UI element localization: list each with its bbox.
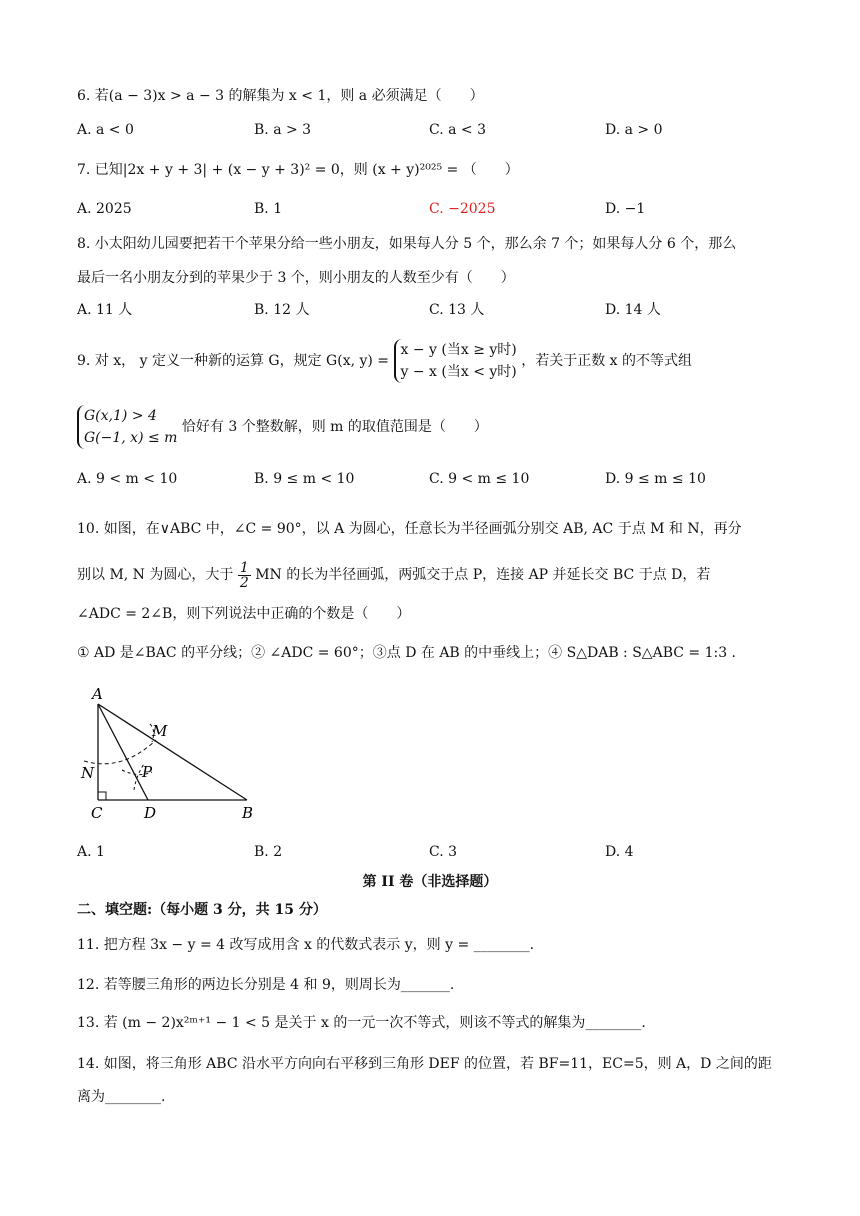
label-d: D: [144, 804, 157, 822]
q9-stem-prefix: 9. 对 x， y 定义一种新的运算 G，规定 G(x, y) =: [77, 353, 390, 369]
q9-inequality-system: [77, 405, 177, 449]
q9-sys2: G(−1, x) ≤ m: [84, 430, 178, 446]
q6-option-a: A. a < 0: [77, 122, 134, 138]
label-b: B: [242, 804, 254, 822]
q10-line2-suffix: MN 的长为半径画弧，两弧交于点 P，连接 AP 并延长交 BC 于点 D，若: [255, 567, 711, 583]
q10-stem-line2: [77, 558, 710, 592]
q9-option-a: A. 9 < m < 10: [77, 471, 178, 487]
q6-options: [77, 119, 797, 141]
q10-option-d: D. 4: [605, 844, 634, 860]
q10-line2-prefix: 别以 M, N 为圆心，大于: [77, 567, 234, 583]
q10-fraction-numerator: 1: [239, 559, 249, 576]
q12-stem: 12. 若等腰三角形的两边长分别是 4 和 9，则周长为_______.: [77, 977, 455, 993]
q9-sys1: G(x,1) > 4: [84, 408, 157, 424]
q10-triangle-figure: [72, 684, 272, 826]
q13-stem: 13. 若 (m − 2)x²ᵐ⁺¹ − 1 < 5 是关于 x 的一元一次不等式，则该不等式的解集为________.: [77, 1015, 646, 1031]
q7-option-d: D. −1: [605, 201, 646, 217]
label-m: M: [152, 722, 168, 740]
q7-stem: 7. 已知|2x + y + 3| + (x − y + 3)² = 0，则 (x + y)²⁰²⁵ = （ ）: [77, 162, 519, 178]
q10-stem-line3: ∠ADC = 2∠B，则下列说法中正确的个数是（ ）: [77, 606, 411, 622]
q8-option-d: D. 14 人: [605, 302, 661, 318]
q8-stem-line2: 最后一名小朋友分到的苹果少于 3 个，则小朋友的人数至少有（ ）: [77, 270, 515, 286]
q9-stem: [77, 337, 692, 385]
label-p: P: [142, 763, 153, 781]
side-ab: [98, 704, 247, 800]
q9-option-d: D. 9 ≤ m ≤ 10: [605, 471, 706, 487]
q9-system-line: [77, 403, 488, 451]
q10-fraction-denominator: 2: [239, 574, 249, 591]
arc-from-a: [84, 740, 156, 764]
q9-case2: y − x (当x < y时): [400, 364, 517, 380]
q10-option-c: C. 3: [429, 844, 458, 860]
q14-stem-line1: 14. 如图，将三角形 ABC 沿水平方向向右平移到三角形 DEF 的位置，若 BF=11，EC=5，则 A，D 之间的距: [77, 1056, 772, 1072]
right-angle-mark: [98, 792, 106, 800]
q10-option-a: A. 1: [77, 844, 105, 860]
q9-option-c: C. 9 < m ≤ 10: [429, 471, 530, 487]
q9-case1: x − y (当x ≥ y时): [400, 342, 517, 358]
label-c: C: [91, 804, 103, 822]
q9-stem-suffix: ，若关于正数 x 的不等式组: [521, 353, 692, 369]
q8-option-b: B. 12 人: [254, 302, 310, 318]
q10-fraction: [238, 561, 251, 590]
q8-options: [77, 299, 797, 321]
q8-stem-line1: 8. 小太阳幼儿园要把若干个苹果分给一些小朋友，如果每人分 5 个，那么余 7 个；如果每人分 6 个，那么: [77, 236, 737, 252]
q10-options: [77, 841, 797, 863]
q8-option-c: C. 13 人: [429, 302, 485, 318]
q9-piecewise-definition: [394, 339, 517, 383]
q6-option-b: B. a > 3: [254, 122, 312, 138]
section-title: 第 II 卷（非选择题）: [362, 874, 498, 890]
q6-option-d: D. a > 0: [605, 122, 663, 138]
q10-option-b: B. 2: [254, 844, 283, 860]
q7-option-c-highlighted: C. −2025: [429, 201, 496, 217]
fill-in-header: 二、填空题:（每小题 3 分，共 15 分）: [77, 902, 327, 918]
q6-option-c: C. a < 3: [429, 122, 486, 138]
q7-options: [77, 198, 797, 220]
q9-stem-line2: 恰好有 3 个整数解，则 m 的取值范围是（ ）: [181, 419, 488, 435]
q7-option-a: A. 2025: [77, 201, 132, 217]
q8-option-a: A. 11 人: [77, 302, 133, 318]
label-n: N: [81, 764, 95, 782]
q11-stem: 11. 把方程 3x − y = 4 改写成用含 x 的代数式表示 y，则 y = ________.: [77, 937, 535, 953]
q9-option-b: B. 9 ≤ m < 10: [254, 471, 355, 487]
q7-option-b: B. 1: [254, 201, 283, 217]
q9-options: [77, 468, 797, 490]
q10-stem-line1: 10. 如图，在∨ABC 中，∠C = 90°，以 A 为圆心，任意长为半径画弧分别交 AB, AC 于点 M 和 N，再分: [77, 521, 742, 537]
q6-stem: 6. 若(a − 3)x > a − 3 的解集为 x < 1，则 a 必须满足（ ）: [77, 88, 484, 104]
label-a: A: [92, 685, 103, 703]
q14-stem-line2: 离为________.: [77, 1089, 166, 1105]
q10-statements: ① AD 是∠BAC 的平分线；② ∠ADC = 60°；③点 D 在 AB 的中垂线上；④ S△DAB : S△ABC = 1:3 .: [77, 645, 737, 661]
